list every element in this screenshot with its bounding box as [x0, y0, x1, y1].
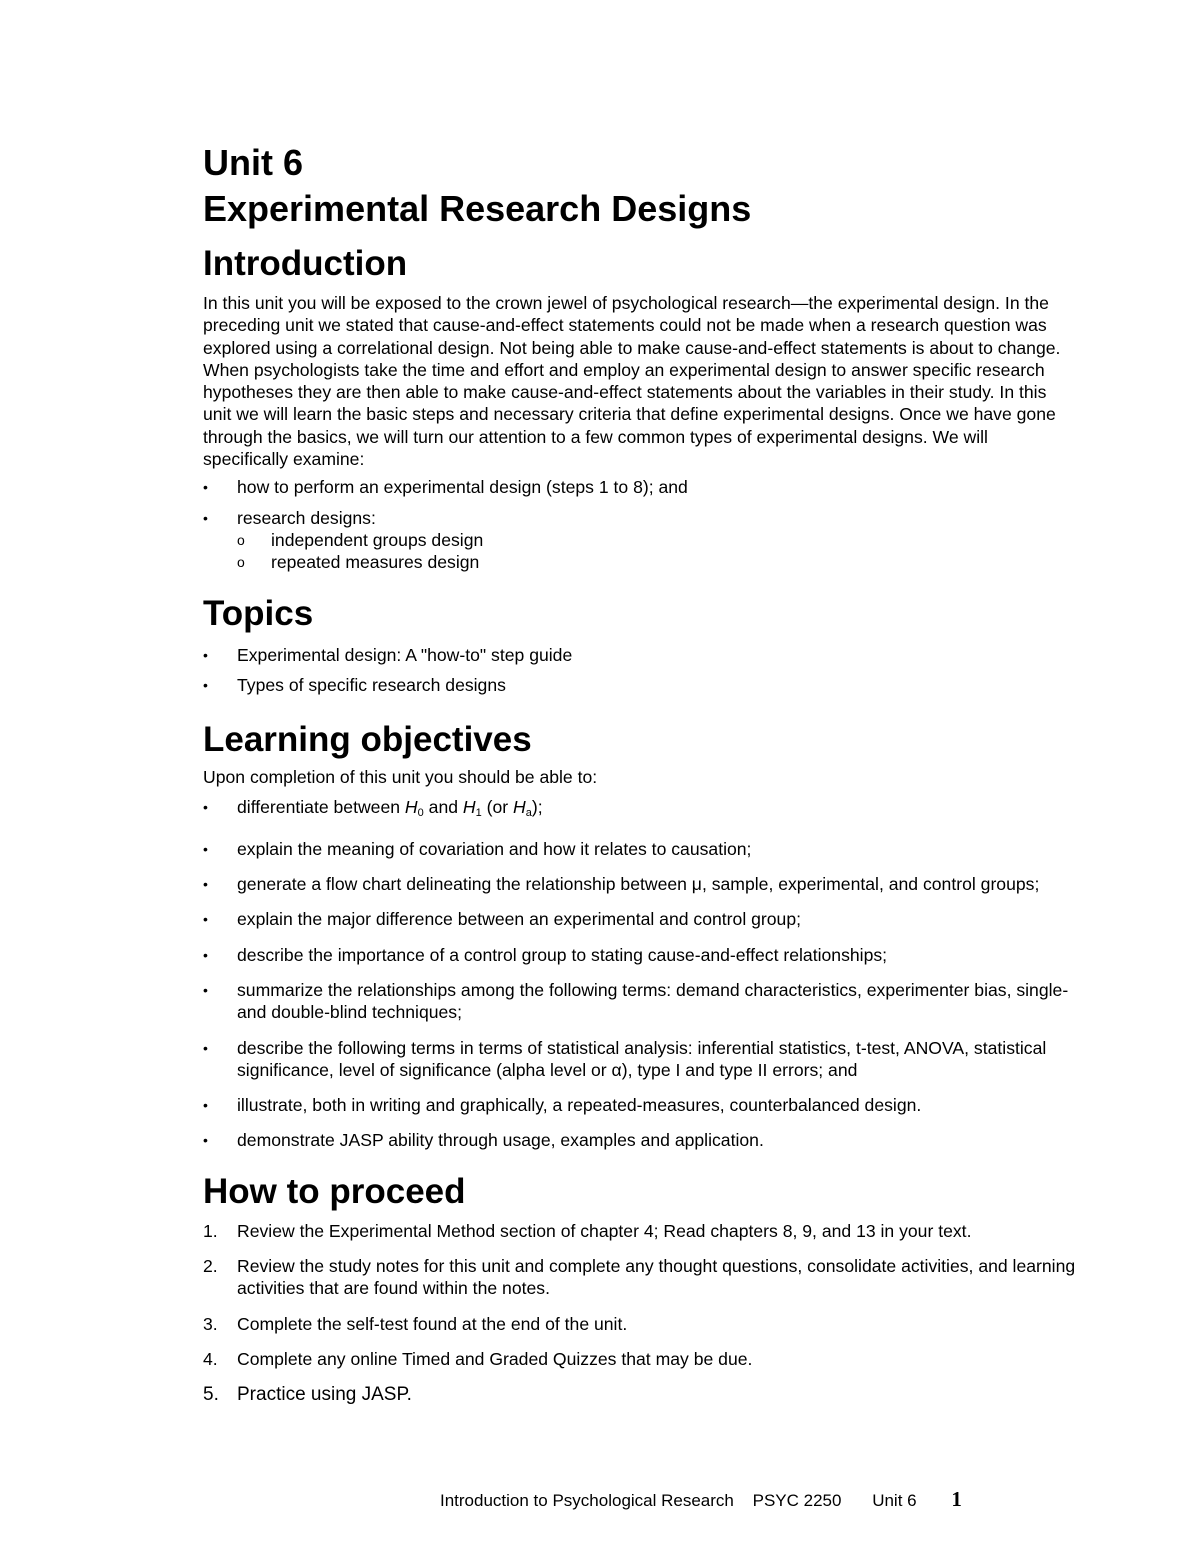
list-item-text: how to perform an experimental design (steps 1 to 8); and [237, 477, 688, 498]
list-item-text: research designs: [237, 507, 376, 528]
step-text: Practice using JASP. [237, 1384, 412, 1406]
list-item [203, 838, 1083, 860]
page-footer [440, 1488, 1040, 1512]
list-item [203, 908, 1083, 930]
list-item-text: illustrate, both in writing and graphically, a repeated-measures, counterbalanced design. [237, 1095, 922, 1116]
page-content [203, 140, 1083, 1407]
bullet-icon: • [203, 1039, 208, 1056]
sub-list-item [237, 529, 1083, 551]
list-item [203, 873, 1083, 895]
bullet-icon: • [203, 799, 208, 816]
list-item [203, 1129, 1083, 1151]
unit-number-title: Unit 6 [203, 142, 304, 183]
bullet-icon: • [203, 840, 208, 857]
research-designs-sublist [237, 529, 1083, 574]
page-number: 1 [951, 1487, 962, 1511]
unit-title: Experimental Research Designs [203, 188, 752, 229]
bullet-icon: • [203, 479, 208, 496]
sub-list-item-text: repeated measures design [271, 552, 480, 573]
how-to-proceed-heading: How to proceed [203, 1171, 466, 1211]
bullet-icon: • [203, 1097, 208, 1114]
bullet-icon: • [203, 981, 208, 998]
list-item [203, 674, 1083, 696]
footer-course-title: Introduction to Psychological Research [440, 1491, 734, 1510]
step-text: Review the Experimental Method section of chapter 4; Read chapters 8, 9, and 13 in your text. [237, 1220, 972, 1241]
step-number: 3. [203, 1313, 218, 1334]
numbered-step [203, 1220, 1083, 1242]
bullet-icon: • [203, 509, 208, 526]
list-item-text: differentiate between $H_0$ and $H_1$ (or $H_a$); [237, 797, 543, 820]
numbered-step [203, 1383, 1083, 1407]
introduction-list [203, 476, 1083, 573]
list-item [203, 979, 1083, 1024]
list-item-text: describe the following terms in terms of statistical analysis: inferential statistics, t-test, ANOVA, statistical significance, level of significance (alpha level or α), type I and type II errors; and [237, 1037, 1047, 1080]
list-item-text: explain the major difference between an experimental and control group; [237, 909, 802, 930]
bullet-icon: • [203, 646, 208, 663]
bullet-icon: • [203, 911, 208, 928]
numbered-step [203, 1348, 1083, 1370]
learning-objectives-heading: Learning objectives [203, 720, 532, 760]
step-number: 2. [203, 1256, 218, 1277]
bullet-icon: • [203, 1132, 208, 1149]
sub-bullet-icon: o [237, 554, 245, 571]
introduction-heading: Introduction [203, 244, 408, 283]
step-text: Complete any online Timed and Graded Quizzes that may be due. [237, 1348, 753, 1369]
list-item [203, 944, 1083, 966]
proceed-steps-list [203, 1220, 1083, 1407]
list-item-text: describe the importance of a control group to stating cause-and-effect relationships; [237, 944, 888, 965]
numbered-step [203, 1313, 1083, 1335]
list-item-text: generate a flow chart delineating the relationship between μ, sample, experimental, and control groups; [237, 874, 1040, 895]
list-item-text: demonstrate JASP ability through usage, examples and application. [237, 1130, 764, 1151]
list-item [203, 796, 1083, 824]
sub-list-item-text: independent groups design [271, 529, 484, 550]
footer-unit: Unit 6 [872, 1491, 917, 1510]
list-item-text: Experimental design: A "how-to" step guide [237, 644, 573, 665]
introduction-paragraph: In this unit you will be exposed to the crown jewel of psychological research—the experimental design. In the preceding unit we stated that cause-and-effect statements could not be made when a research question was explored using a correlational design. Not being able to make cause-and-effect statements is about to change. When psychologists take the time and effort and employ an experimental design to answer specific research hypotheses they are then able to make cause-and-effect statements about the variables in their study. In this unit we will learn the basic steps and necessary criteria that define experimental designs. Once we have gone through the basics, we will turn our attention to a few common types of experimental designs. We will specifically examine: [203, 293, 1061, 470]
step-number: 1. [203, 1220, 218, 1241]
bullet-icon: • [203, 876, 208, 893]
topics-heading: Topics [203, 593, 314, 633]
bullet-icon: • [203, 946, 208, 963]
list-item [203, 476, 1083, 498]
list-item [203, 507, 1083, 574]
numbered-step [203, 1255, 1083, 1300]
list-item [203, 644, 1083, 666]
list-item-text: explain the meaning of covariation and how it relates to causation; [237, 838, 752, 859]
list-item [203, 1094, 1083, 1116]
sub-bullet-icon: o [237, 531, 245, 548]
objectives-lead: Upon completion of this unit you should be able to: [203, 767, 598, 788]
step-number: 4. [203, 1348, 218, 1369]
list-item [203, 1037, 1083, 1082]
list-item-text: Types of specific research designs [237, 674, 506, 695]
topics-list [203, 644, 1083, 697]
list-item-text: summarize the relationships among the following terms: demand characteristics, experimenter bias, single- and double-blind techniques; [237, 979, 1069, 1023]
sub-list-item [237, 551, 1083, 573]
objectives-list [203, 796, 1083, 1151]
step-text: Review the study notes for this unit and complete any thought questions, consolidate activities, and learning activities that are found within the notes. [237, 1256, 1076, 1299]
step-number: 5. [203, 1384, 219, 1406]
bullet-icon: • [203, 676, 208, 693]
footer-course-code: PSYC 2250 [752, 1491, 842, 1510]
step-text: Complete the self-test found at the end of the unit. [237, 1313, 628, 1334]
